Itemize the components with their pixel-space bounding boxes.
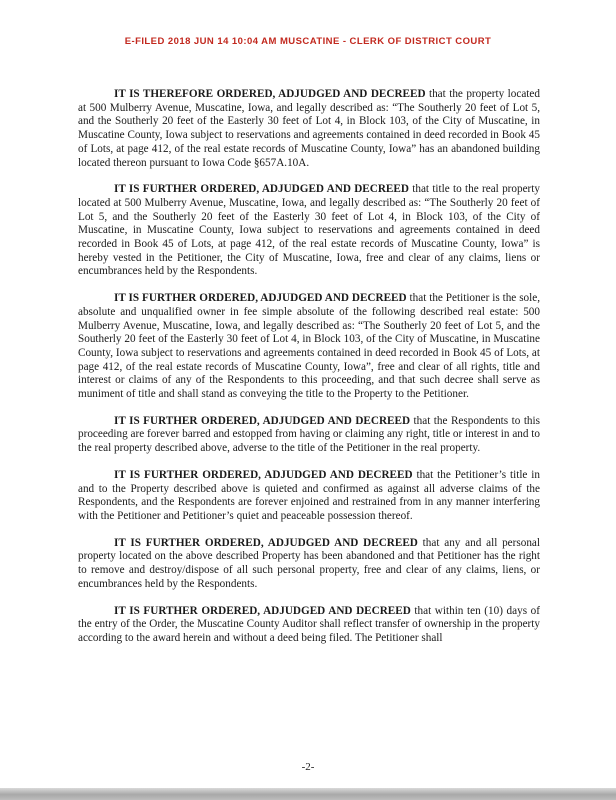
paragraph-lead: IT IS THEREFORE ORDERED, ADJUDGED AND DECREED [114,88,426,100]
paragraph-lead: IT IS FURTHER ORDERED, ADJUDGED AND DECREED [114,183,409,196]
paragraph-text: that the Petitioner’s title in and to the Property described above is quieted and confirmed as against all adverse claims of the Respondents, and the Respondents are forever enjoined and restrained from in any manner interfering with the Petitioner and Petitioner’s quiet and peaceable possession thereof. [78,468,541,522]
efiling-stamp: E-FILED 2018 JUN 14 10:04 AM MUSCATINE - CLERK OF DISTRICT COURT [124,36,492,47]
paragraph-text: that any and all personal property located on the above described Property has been abandoned and that Petitioner has the right to remove and destroy/dispose of all such personal property, free and clear of any claims, liens, or encumbrances held by the Respondents. [78,536,540,590]
order-paragraph [78,537,540,592]
order-paragraph [78,469,540,524]
paragraph-text: that title to the real property located at 500 Mulberry Avenue, Muscatine, Iowa, and legally described as: “The Southerly 20 feet of Lot 5, and the Southerly 20 feet of the Easterly 30 feet of Lot 4, in Block 103, of the City of Muscatine, in Muscatine County, Iowa subject to reservations and agreements contained in deed recorded in Book 45 of Lots, at page 412, of the real estate records of Muscatine County, Iowa” is hereby vested in the Petitioner, the City of Muscatine, Iowa, free and clear of any claims, liens or encumbrances held by the Respondents. [78,183,540,278]
order-paragraph [78,183,540,279]
paragraph-lead: IT IS FURTHER ORDERED, ADJUDGED AND DECREED [114,292,407,305]
paragraph-lead: IT IS FURTHER ORDERED, ADJUDGED AND DECREED [114,536,418,549]
order-paragraph [78,292,540,402]
paragraph-text: that within ten (10) days of the entry of the Order, the Muscatine County Auditor shall reflect transfer of ownership in the property according to the award herein and without a deed being filed. The Petitioner shall [78,604,540,644]
paragraph-lead: IT IS FURTHER ORDERED, ADJUDGED AND DECREED [114,468,413,481]
order-paragraph [78,605,540,646]
order-paragraph [78,415,540,456]
paragraph-text: that the Petitioner is the sole, absolute and unqualified owner in fee simple absolute of the following described real estate: 500 Mulberry Avenue, Muscatine, Iowa, and legally described as: “The Southerly 20 feet of Lot 5, and the Southerly 20 feet of the Easterly 30 feet of Lot 4, in Block 103, of the City of Muscatine, in Muscatine County, Iowa subject to reservations and agreements contained in deed recorded in Book 45 of Lots, at page 412, of the real estate records of Muscatine County, Iowa”, free and clear of all rights, title and interest or claims of any of the Respondents to this proceeding, and that such decree shall serve as muniment of title and shall stand as conveying the title to the Property to the Petitioner. [78,292,541,401]
paragraph-text: that the Respondents to this proceeding are forever barred and estopped from having or claiming any right, title or interest in and to the real property described above, adverse to the title of the Petitioner in the real property. [78,414,540,455]
document-body [78,88,540,659]
page-number: -2- [301,761,315,773]
paragraph-lead: IT IS FURTHER ORDERED, ADJUDGED AND DECREED [114,604,411,617]
page-bottom-edge [0,788,616,800]
order-paragraph [78,88,540,170]
paragraph-lead: IT IS FURTHER ORDERED, ADJUDGED AND DECREED [114,414,411,427]
paragraph-text: that the property located at 500 Mulberry Avenue, Muscatine, Iowa, and legally described as: “The Southerly 20 feet of Lot 5, and the Southerly 20 feet of the Easterly 30 feet of Lot 4, in Block 103, of the City of Muscatine, in Muscatine County, Iowa subject to reservations and agreements contained in deed recorded in Book 45 of Lots, at page 412, of the real estate records of Muscatine County, Iowa” has an abandoned building located thereon pursuant to Iowa Code §657A.10A. [78,88,540,169]
